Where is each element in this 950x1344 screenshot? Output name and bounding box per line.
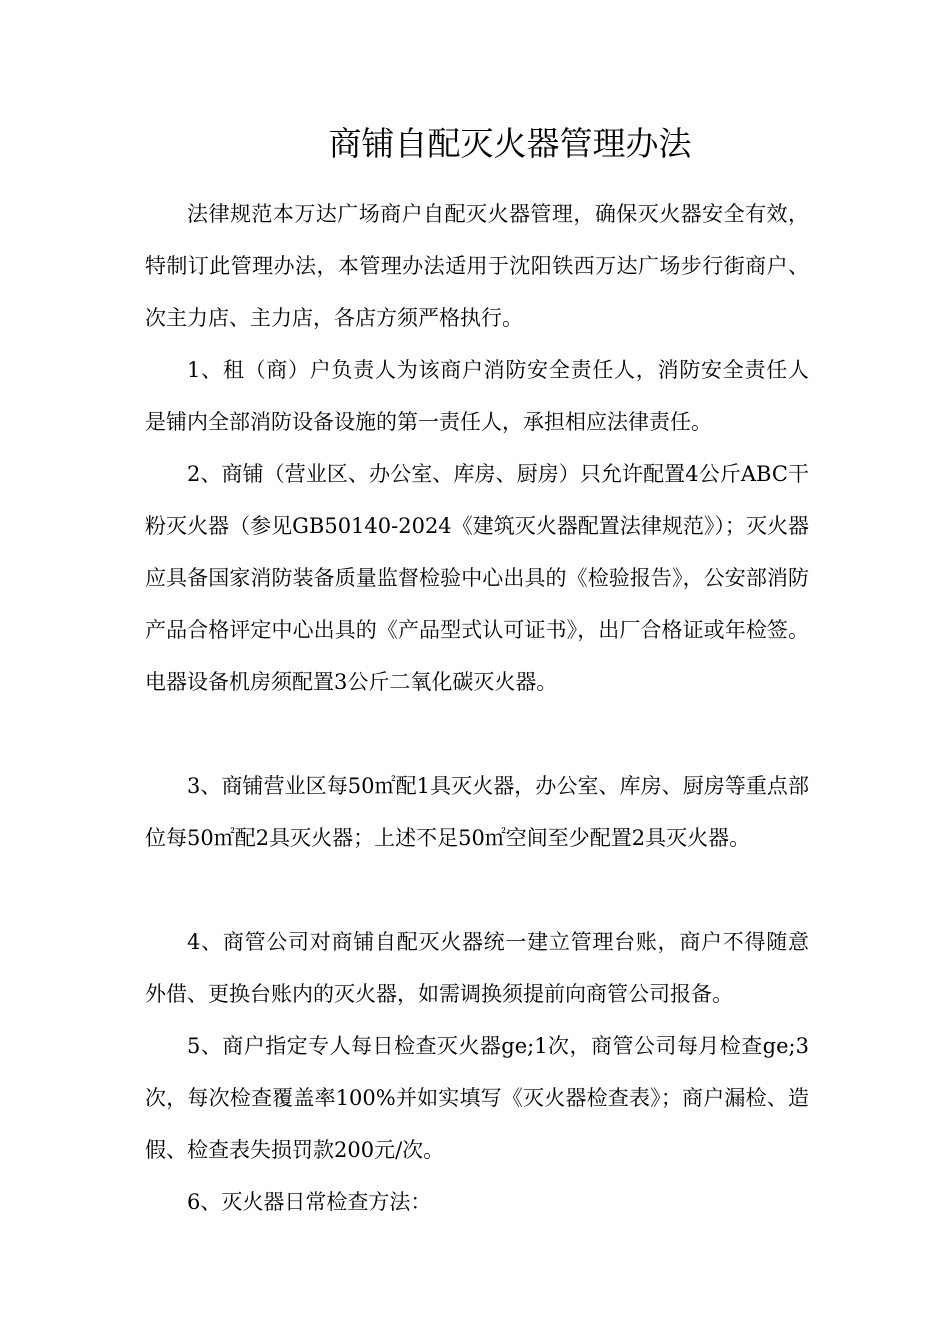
paragraph-item-3: 3、商铺营业区每50㎡配1具灭火器，办公室、库房、厨房等重点部位每50㎡配2具灭火器；上述不足50㎡空间至少配置2具灭火器。 [145,774,809,850]
paragraph-item-4: 4、商管公司对商铺自配灭火器统一建立管理台账，商户不得随意外借、更换台账内的灭火器，如需调换须提前向商管公司报备。 [145,930,809,1006]
paragraph-item-2: 2、商铺（营业区、办公室、库房、厨房）只允许配置4公斤ABC干粉灭火器（参见GB50140-2024《建筑灭火器配置法律规范》）；灭火器应具备国家消防装备质量监督检验中心出具的《检验报告》，公安部消防产品合格评定中心出具的《产品型式认可证书》，出厂合格证或年检签。电器设备机房须配置3公斤二氧化碳灭火器。 [145,462,809,694]
paragraph-item-6: 6、灭火器日常检查方法： [187,1190,432,1214]
paragraph-item-5: 5、商户指定专人每日检查灭火器ge;1次，商管公司每月检查ge;3次，每次检查覆盖率100%并如实填写《灭火器检查表》；商户漏检、造假、检查表失损罚款200元/次。 [145,1034,809,1162]
paragraph-item-1: 1、租（商）户负责人为该商户消防安全责任人，消防安全责任人是铺内全部消防设备设施的第一责任人，承担相应法律责任。 [145,358,809,434]
document-title: 商铺自配灭火器管理办法 [328,124,692,163]
paragraph-intro: 法律规范本万达广场商户自配灭火器管理，确保灭火器安全有效，特制订此管理办法，本管理办法适用于沈阳铁西万达广场步行街商户、次主力店、主力店，各店方须严格执行。 [145,202,809,330]
